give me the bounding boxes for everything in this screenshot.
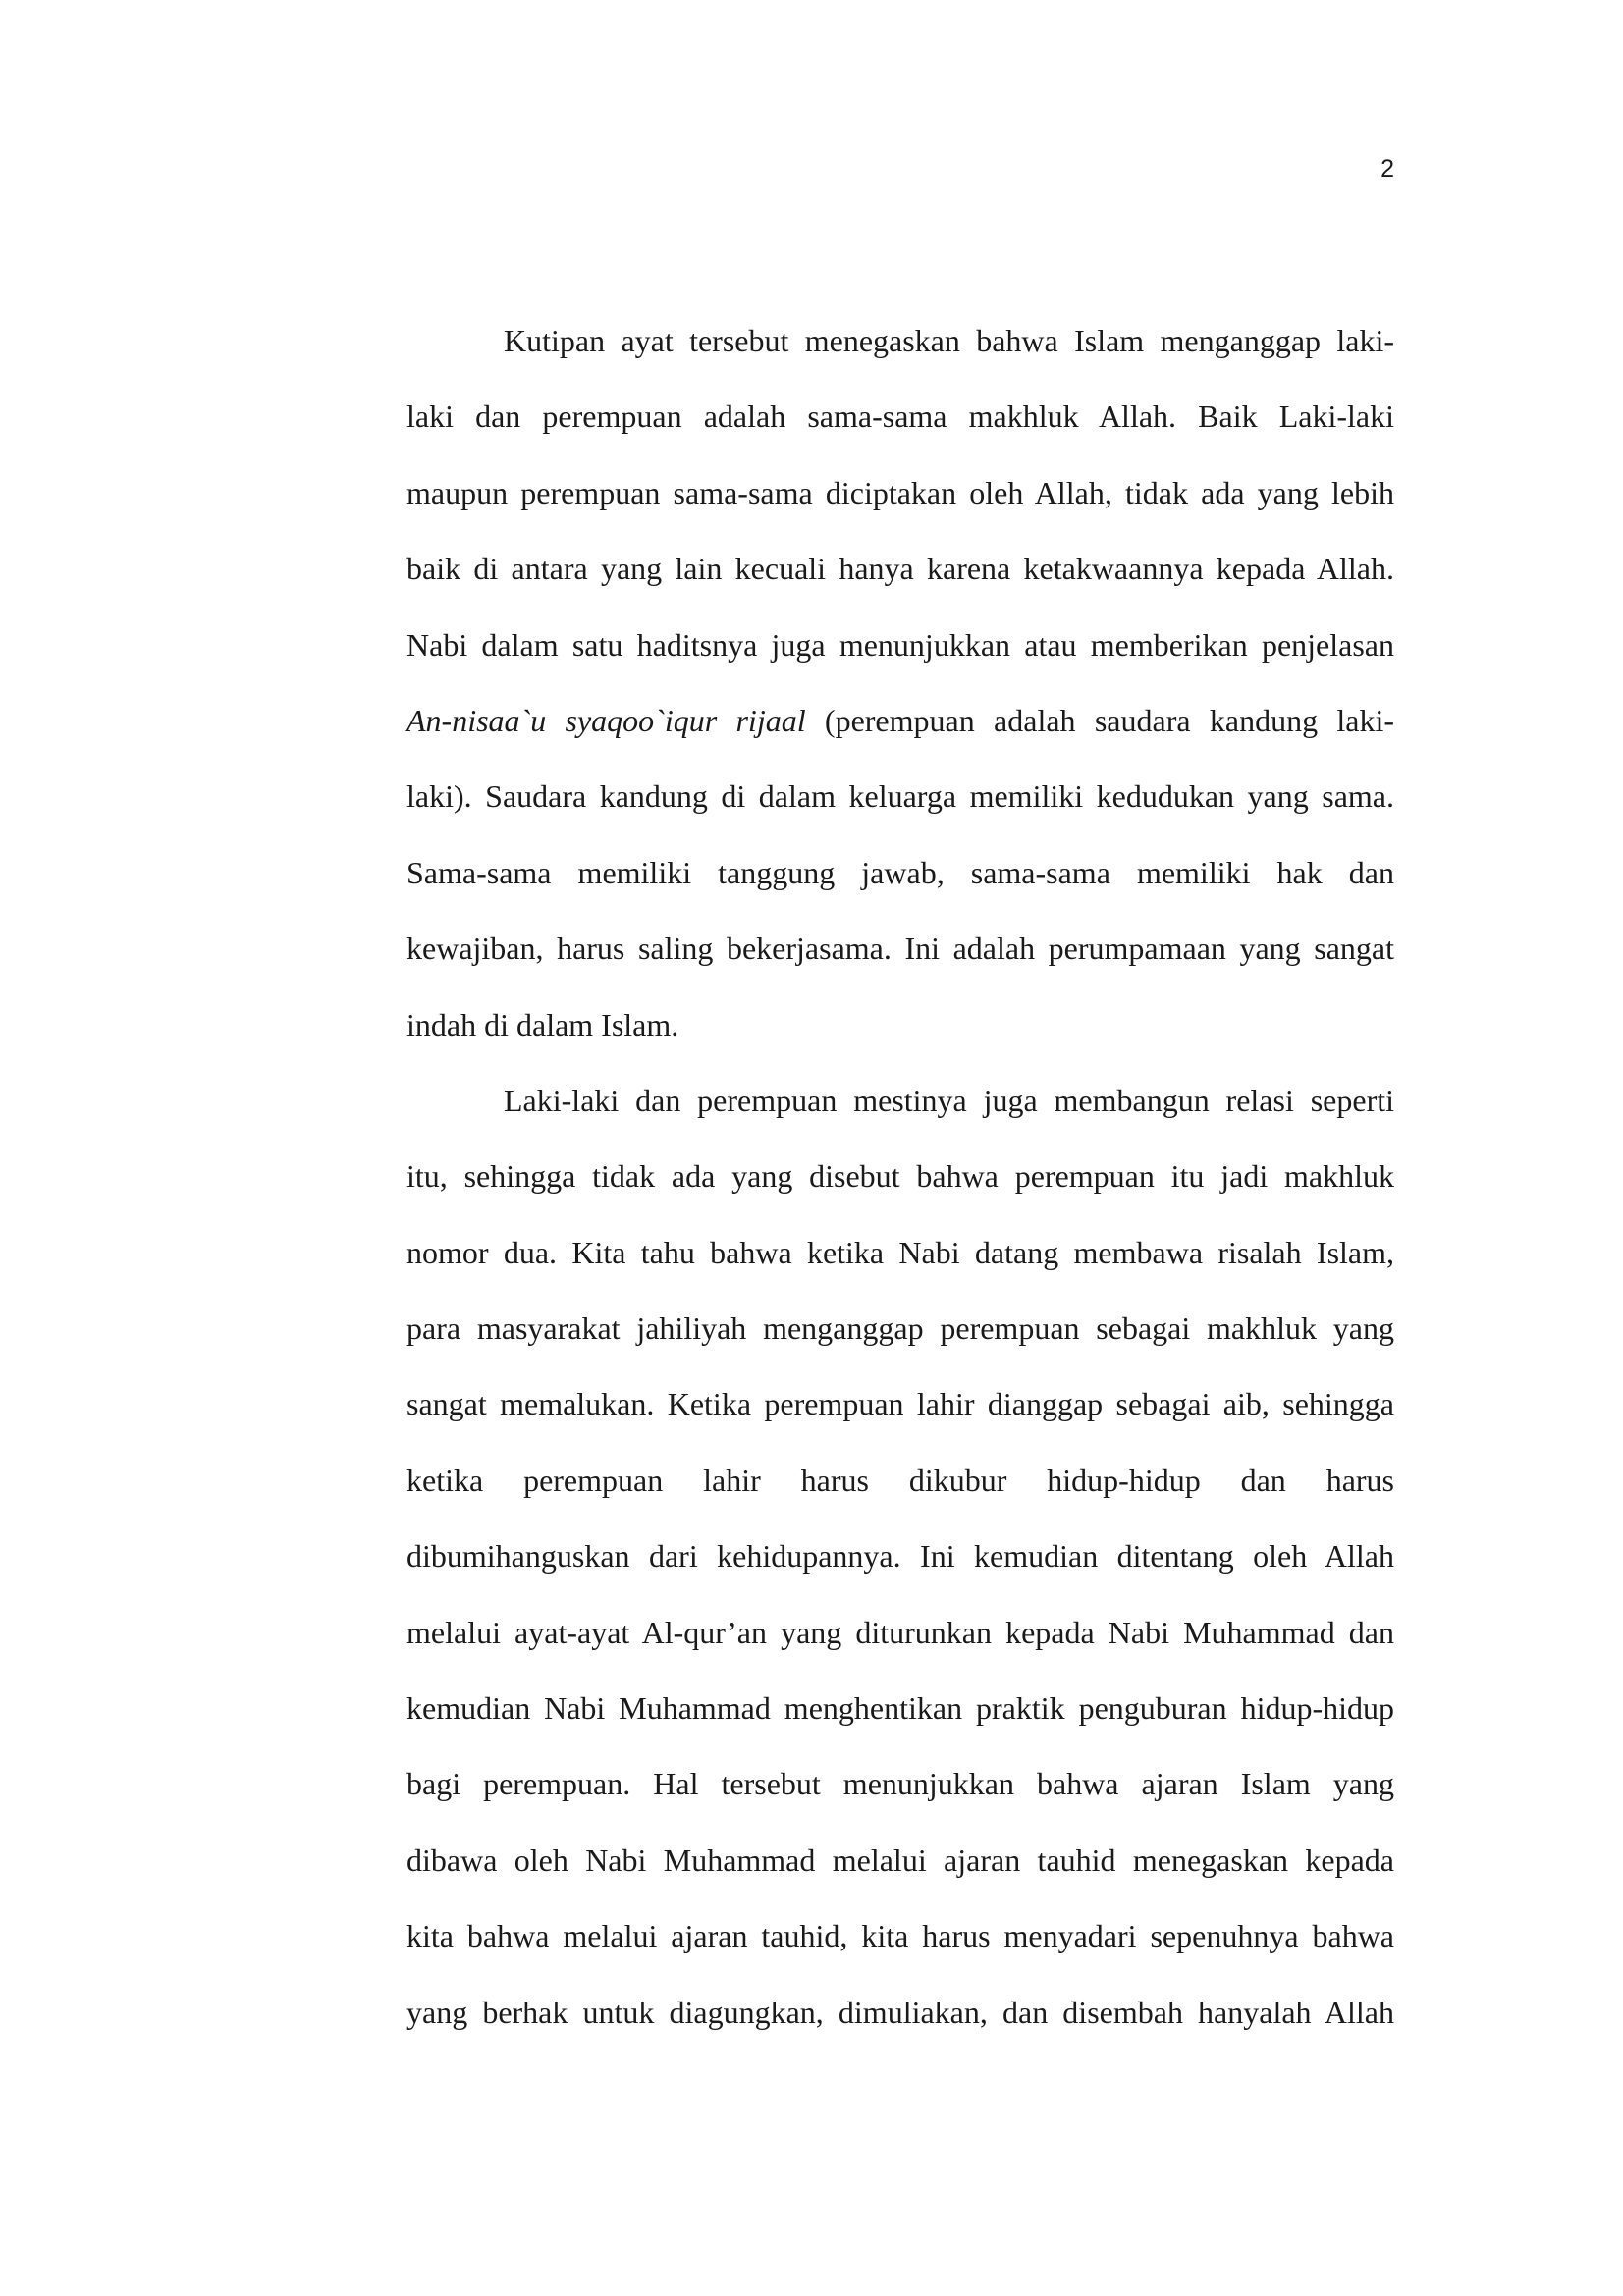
- paragraph-2-line-11: dibawa oleh Nabi Muhammad melalui ajaran tauhid menegaskan kepada: [406, 1842, 1394, 1878]
- paragraph-1-line-8: Sama-sama memiliki tanggung jawab, sama-sama memiliki hak dan: [406, 854, 1394, 890]
- paragraph-1-line-5: Nabi dalam satu haditsnya juga menunjukkan atau memberikan penjelasan: [406, 626, 1394, 663]
- paragraph-1-line-6: [406, 683, 1394, 759]
- paragraph-2-line-6: ketika perempuan lahir harus dikubur hidup-hidup dan harus: [406, 1462, 1394, 1498]
- paragraph-1-line-2: laki dan perempuan adalah sama-sama makhluk Allah. Baik Laki-laki: [406, 399, 1394, 435]
- paragraph-2-line-13: yang berhak untuk diagungkan, dimuliakan, dan disembah hanyalah Allah: [406, 1994, 1394, 2030]
- paragraph-2-line-1: Laki-laki dan perempuan mestinya juga membangun relasi seperti: [504, 1082, 1394, 1118]
- page-number: 2: [1380, 155, 1394, 183]
- paragraph-1-line-3: maupun perempuan sama-sama diciptakan oleh Allah, tidak ada yang lebih: [406, 474, 1394, 510]
- paragraph-1-line-10: indah di dalam Islam.: [406, 1006, 679, 1042]
- paragraph-2-line-10: bagi perempuan. Hal tersebut menunjukkan bahwa ajaran Islam yang: [406, 1766, 1394, 1802]
- paragraph-2-line-7: dibumihanguskan dari kehidupannya. Ini kemudian ditentang oleh Allah: [406, 1538, 1394, 1575]
- paragraph-2-line-8: melalui ayat-ayat Al-qur’an yang diturunkan kepada Nabi Muhammad dan: [406, 1614, 1394, 1650]
- paragraph-2-line-5: sangat memalukan. Ketika perempuan lahir dianggap sebagai aib, sehingga: [406, 1386, 1394, 1422]
- paragraph-2-line-2: itu, sehingga tidak ada yang disebut bahwa perempuan itu jadi makhluk: [406, 1158, 1394, 1195]
- paragraph-1-line-4: baik di antara yang lain kecuali hanya karena ketakwaannya kepada Allah.: [406, 551, 1394, 587]
- arabic-transliteration-phrase: An-nisaa`u syaqoo`iqur rijaal: [406, 702, 806, 738]
- paragraph-1-line-9: kewajiban, harus saling bekerjasama. Ini adalah perumpamaan yang sangat: [406, 931, 1394, 967]
- paragraph-1-line-6-rest: (perempuan adalah saudara kandung laki-: [805, 702, 1395, 738]
- paragraph-2-line-9: kemudian Nabi Muhammad menghentikan praktik penguburan hidup-hidup: [406, 1690, 1394, 1727]
- paragraph-2-line-12: kita bahwa melalui ajaran tauhid, kita harus menyadari sepenuhnya bahwa: [406, 1918, 1394, 1954]
- paragraph-1-line-1: Kutipan ayat tersebut menegaskan bahwa Islam menganggap laki-: [504, 323, 1394, 358]
- paragraph-2-line-4: para masyarakat jahiliyah menganggap perempuan sebagai makhluk yang: [406, 1310, 1394, 1347]
- paragraph-1-line-7: laki). Saudara kandung di dalam keluarga memiliki kedudukan yang sama.: [406, 778, 1394, 815]
- body-text: [406, 303, 1394, 2051]
- paragraph-2-line-3: nomor dua. Kita tahu bahwa ketika Nabi datang membawa risalah Islam,: [406, 1234, 1394, 1270]
